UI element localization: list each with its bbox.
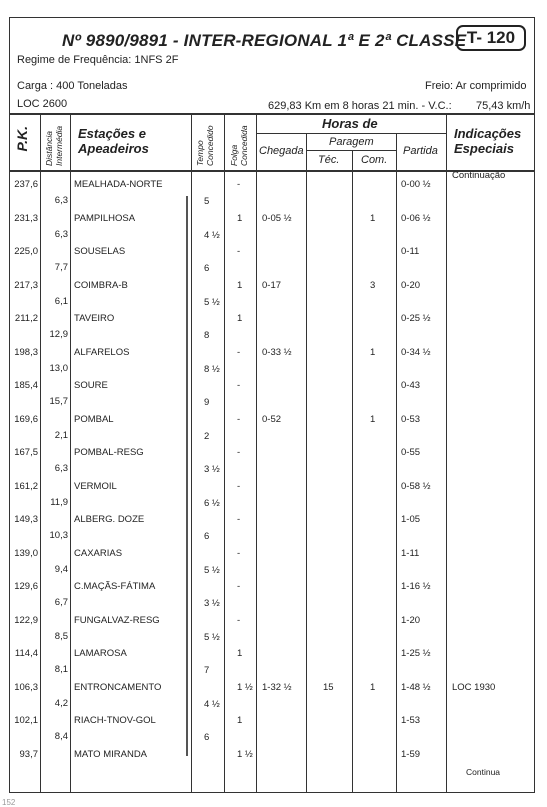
station-name: PAMPILHOSA [74,212,136,224]
station-pk: 161,2 [14,480,38,492]
station-folga: - [237,581,241,592]
station-name: COIMBRA-B [74,279,128,291]
col-header-estacoes: Estações e Apeadeiros [78,126,149,156]
station-partida: 1-53 [401,715,421,726]
segment-distance: 6,3 [54,463,68,474]
segment-tempo: 6 [204,531,210,542]
col-rule-chegada [306,133,307,793]
station-pk: 211,2 [14,313,38,324]
segment-tempo: 6 [204,263,210,274]
station-name: POMBAL [74,413,114,425]
station-pk: 225,0 [14,246,38,257]
segment-distance: 7,7 [54,262,68,273]
station-name: ALBERG. DOZE [74,514,145,525]
station-name: SOUSELAS [74,246,126,257]
segment-distance: 10,3 [49,530,68,541]
station-name: LAMAROSA [74,648,127,659]
station-partida: 0-25 ½ [401,313,431,324]
station-partida: 0-53 [401,413,421,425]
horas-sub-rule [257,133,446,134]
station-folga: - [237,514,241,525]
station-partida: 1-16 ½ [401,581,431,592]
station-pk: 169,6 [14,413,38,425]
page-number: 152 [2,798,16,807]
station-folga: 1 ½ [237,748,253,760]
paragem-sub-rule [306,150,396,151]
station-pk: 237,6 [14,179,38,190]
segment-distance: 15,7 [49,396,68,407]
station-folga: - [237,413,241,425]
col-rule-pk [40,113,41,793]
percurso-text: 629,83 Km em 8 horas 21 min. - V.C.: [268,100,452,112]
station-pk: 106,3 [14,681,38,693]
col-header-indicacoes: Indicações Especiais [454,126,522,156]
segment-distance: 6,7 [54,597,68,608]
station-com: 1 [370,413,376,425]
table-tag: T- 120 [456,25,526,51]
station-folga: 1 [237,313,243,324]
station-pk: 102,1 [14,715,38,726]
col-rule-com [396,133,397,793]
station-name: FUNGALVAZ-RESG [74,614,160,626]
col-header-distancia: Distância Intermédia [44,125,64,166]
station-com: 1 [370,346,376,358]
station-partida: 0-43 [401,380,421,391]
segment-tempo: 6 [204,732,210,743]
station-partida: 1-59 [401,748,421,760]
station-indicacao: LOC 1930 [452,681,496,693]
station-folga: 1 [237,279,243,291]
continua-text: Continua [466,767,501,777]
segment-distance: 4,2 [54,697,68,709]
station-name: POMBAL-RESG [74,447,144,458]
station-pk: 198,3 [14,346,38,358]
velocidade-text: 75,43 km/h [476,100,531,112]
station-com: 1 [370,681,376,693]
segment-tempo: 6 ½ [204,497,220,509]
segment-tempo: 8 ½ [204,363,220,375]
segment-distance: 8,5 [54,630,68,642]
station-partida: 0-20 [401,279,421,291]
station-name: MATO MIRANDA [74,748,148,760]
carga-text: Carga : 400 Toneladas [17,80,128,92]
station-folga: 1 ½ [237,681,253,693]
col-rule-dist [70,113,71,793]
station-pk: 231,3 [14,212,38,224]
segment-tempo: 7 [204,665,210,676]
station-pk: 149,3 [14,514,38,525]
col-rule-partida [446,113,447,793]
route-track-line [186,196,188,756]
col-rule-folga [256,113,257,793]
station-folga: - [237,246,241,257]
station-name: ALFARELOS [74,346,130,358]
station-chegada: 0-05 ½ [262,212,292,224]
station-pk: 139,0 [14,547,38,559]
segment-tempo: 2 [204,430,210,442]
regime-text: Regime de Frequência: 1NFS 2F [17,54,179,66]
station-pk: 217,3 [14,279,38,291]
station-folga: - [237,346,241,358]
col-header-tempo: Tempo Concedido [195,125,215,166]
freio-text: Freio: Ar comprimido [425,80,527,92]
station-pk: 185,4 [14,380,38,391]
col-header-com: Com. [361,154,388,166]
col-rule-tec [352,150,353,793]
table-top-rule [9,113,535,115]
station-partida: 1-25 ½ [401,648,431,659]
station-partida: 0-34 ½ [401,346,431,358]
segment-distance: 6,3 [54,195,68,206]
segment-distance: 9,4 [54,563,68,575]
station-folga: - [237,614,241,626]
station-com: 3 [370,279,376,291]
station-partida: 0-11 [401,246,420,257]
station-partida: 1-48 ½ [401,681,431,693]
station-partida: 0-58 ½ [401,480,431,492]
station-partida: 0-55 [401,447,421,458]
station-pk: 167,5 [14,447,38,458]
segment-tempo: 4 ½ [204,229,220,241]
station-pk: 114,4 [14,648,38,659]
segment-distance: 2,1 [54,429,68,441]
col-header-chegada: Chegada [259,145,304,157]
col-header-horas: Horas de [322,116,378,131]
station-com: 1 [370,212,376,224]
station-pk: 93,7 [19,748,38,760]
col-rule-name [191,113,192,793]
segment-distance: 8,1 [54,664,68,675]
station-pk: 122,9 [14,614,38,626]
segment-tempo: 5 [204,196,210,207]
station-name: SOURE [74,380,108,391]
station-folga: - [237,547,241,559]
col-header-tec: Téc. [318,154,340,166]
station-chegada: 0-52 [262,413,282,425]
station-chegada: 1-32 ½ [262,681,292,693]
segment-tempo: 4 ½ [204,698,220,710]
segment-tempo: 5 ½ [204,564,220,576]
station-folga: - [237,480,241,492]
station-folga: - [237,380,241,391]
station-chegada: 0-17 [262,279,282,291]
col-header-folga: Folga Concedida [229,125,249,166]
col-header-pk: P.K. [14,126,30,152]
station-name: MEALHADA-NORTE [74,179,163,190]
segment-tempo: 8 [204,330,210,341]
segment-tempo: 5 ½ [204,296,220,308]
station-name: VERMOIL [74,480,117,492]
segment-distance: 11,9 [50,496,68,508]
col-header-partida: Partida [403,145,438,157]
loc-text: LOC 2600 [17,98,68,110]
segment-distance: 12,9 [49,329,68,340]
station-name: C.MAÇÃS-FÁTIMA [74,581,156,592]
segment-tempo: 5 ½ [204,631,220,643]
station-partida: 0-00 ½ [401,179,431,190]
station-name: RIACH-TNOV-GOL [74,715,156,726]
segment-distance: 6,1 [54,295,68,307]
segment-tempo: 9 [204,397,210,408]
station-name: CAXARIAS [74,547,123,559]
station-tec: 15 [323,681,334,693]
station-name: TAVEIRO [74,313,115,324]
col-rule-tempo [224,113,225,793]
train-title: Nº 9890/9891 - INTER-REGIONAL 1ª E 2ª CLASSE [62,31,467,50]
station-folga: 1 [237,715,243,726]
station-name: ENTRONCAMENTO [74,681,162,693]
segment-distance: 6,3 [54,228,68,240]
station-indicacao: Continuação [452,170,506,181]
station-partida: 1-20 [401,614,421,626]
station-folga: - [237,447,241,458]
station-folga: 1 [237,212,243,224]
station-folga: - [237,179,241,190]
station-partida: 1-05 [401,514,421,525]
station-chegada: 0-33 ½ [262,346,292,358]
segment-distance: 8,4 [54,731,68,742]
station-pk: 129,6 [14,581,38,592]
station-folga: 1 [237,648,243,659]
station-partida: 1-11 [401,547,420,559]
segment-distance: 13,0 [49,362,68,374]
segment-tempo: 3 ½ [204,464,220,475]
station-partida: 0-06 ½ [401,212,431,224]
col-header-paragem: Paragem [329,136,374,148]
segment-tempo: 3 ½ [204,598,220,609]
